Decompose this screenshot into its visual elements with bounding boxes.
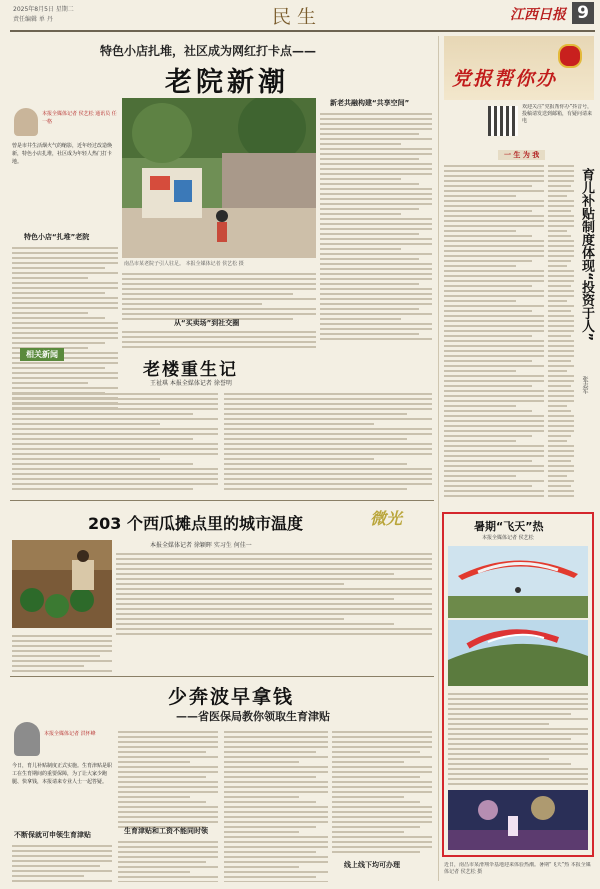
masthead-rule bbox=[10, 30, 595, 32]
watermelon-logo: 微光 bbox=[370, 509, 403, 528]
editor-line: 责任编辑 单 丹 bbox=[13, 16, 53, 23]
main-lead: 曾是市井生活烟火气的缩影，近年经过改造焕新，特色小店扎堆，社区成为年轻人热门打卡地。 bbox=[12, 143, 113, 165]
watermelon-byline: 本报全媒体记者 徐颖晖 实习生 何佳一 bbox=[150, 542, 252, 549]
youth-col-a2 bbox=[118, 838, 218, 882]
side-headline: 育儿补贴制度体现“投资于人” bbox=[579, 168, 594, 342]
related-headline: 老楼重生记 bbox=[143, 360, 238, 380]
main-col3-body bbox=[320, 110, 432, 340]
youth-sub1: 生育津贴和工资不能同时领 bbox=[124, 827, 208, 835]
watermelon-headline: 203 个西瓜摊点里的城市温度 bbox=[88, 514, 303, 533]
page-number: 9 bbox=[572, 2, 594, 24]
feature-title: 暑期“飞天”热 bbox=[474, 520, 544, 533]
party-banner bbox=[444, 36, 594, 100]
main-headline: 老院新潮 bbox=[165, 67, 289, 98]
feature-body bbox=[448, 690, 588, 786]
watermelon-body-left bbox=[12, 632, 112, 672]
reader-box-title: 一 生 为 我 bbox=[498, 150, 545, 160]
youth-col-c bbox=[332, 728, 432, 856]
reporter-box bbox=[12, 108, 118, 138]
feature-photo-2 bbox=[448, 620, 588, 686]
youth-sub2: 线上线下均可办理 bbox=[344, 861, 400, 869]
section-rule-2 bbox=[10, 676, 434, 677]
side-author: 张志军 bbox=[581, 376, 588, 394]
main-col1-body bbox=[12, 244, 118, 408]
related-body-right bbox=[224, 390, 432, 490]
bottom-caption: 近日，南昌市某滑翔伞基地迎来体验热潮。暑期“飞天”热 本报全媒体记者 侯艺松 摄 bbox=[444, 862, 591, 875]
youth-headline: 少奔波早拿钱 bbox=[168, 686, 295, 708]
main-kicker: 特色小店扎堆，社区成为网红打卡点—— bbox=[100, 44, 317, 58]
youth-left-sub: 不断保就可申领生育津贴 bbox=[14, 831, 91, 839]
youth-left-body bbox=[12, 842, 112, 882]
feature-photo-1 bbox=[448, 546, 588, 618]
main-photo-caption: 南昌市某老院子引人驻足。 本报全媒体记者 侯艺松 摄 bbox=[124, 261, 244, 267]
youth-reporter: 本报全媒体记者 洪怀峰 bbox=[44, 731, 96, 737]
section-title: 民生 bbox=[272, 6, 323, 28]
main-photo bbox=[122, 98, 316, 258]
youth-left-lead: 今日，育儿补贴制度正式实施。生育津贴是职工在生育期间的重要保障，为了让大家少跑腿、快拿钱，本报请来专业人士一起答疑。 bbox=[12, 763, 112, 785]
main-col2-body bbox=[122, 270, 316, 320]
column-divider bbox=[438, 36, 439, 881]
reporter-avatar bbox=[14, 108, 38, 136]
qr-code-icon bbox=[488, 106, 518, 136]
youth-subhead: ——省医保局教你领取生育津贴 bbox=[176, 710, 330, 723]
date-line: 2025年8月5日 星期二 bbox=[13, 6, 74, 13]
feature-byline: 本报全媒体记者 侯艺松 bbox=[482, 535, 534, 541]
related-news-badge: 相关新闻 bbox=[20, 348, 64, 361]
paper-name: 江西日报 bbox=[510, 7, 566, 23]
main-sub2: 从“买卖场”到社交圈 bbox=[174, 319, 240, 327]
masthead bbox=[0, 0, 600, 30]
reporter-note: 本报全媒体记者 侯艺松 通讯员 任一格 bbox=[42, 111, 117, 125]
reader-box-body bbox=[444, 162, 544, 500]
watermelon-photo bbox=[12, 540, 112, 628]
feature-photo-3 bbox=[448, 790, 588, 850]
banner-title: 党报帮你办 bbox=[452, 68, 558, 90]
reporter-avatar-2 bbox=[14, 722, 40, 756]
related-body-left bbox=[12, 390, 218, 490]
welcome-text: 欢迎关注“党报帮你办”抖音号，投稿请发送到邮箱，有疑问请来电 bbox=[522, 104, 593, 124]
related-byline: 王祉琪 本报全媒体记者 徐誉明 bbox=[150, 380, 232, 387]
party-emblem-icon bbox=[558, 44, 582, 68]
watermelon-body bbox=[116, 550, 432, 638]
main-col2b-body bbox=[122, 328, 316, 348]
youth-col-b bbox=[224, 728, 328, 882]
section-rule-1 bbox=[10, 500, 434, 501]
main-sub1: 特色小店“扎堆”老院 bbox=[24, 233, 90, 241]
side-body bbox=[548, 162, 574, 500]
youth-col-a bbox=[118, 728, 218, 828]
main-sub3: 新老共融构建“共享空间” bbox=[330, 99, 410, 107]
